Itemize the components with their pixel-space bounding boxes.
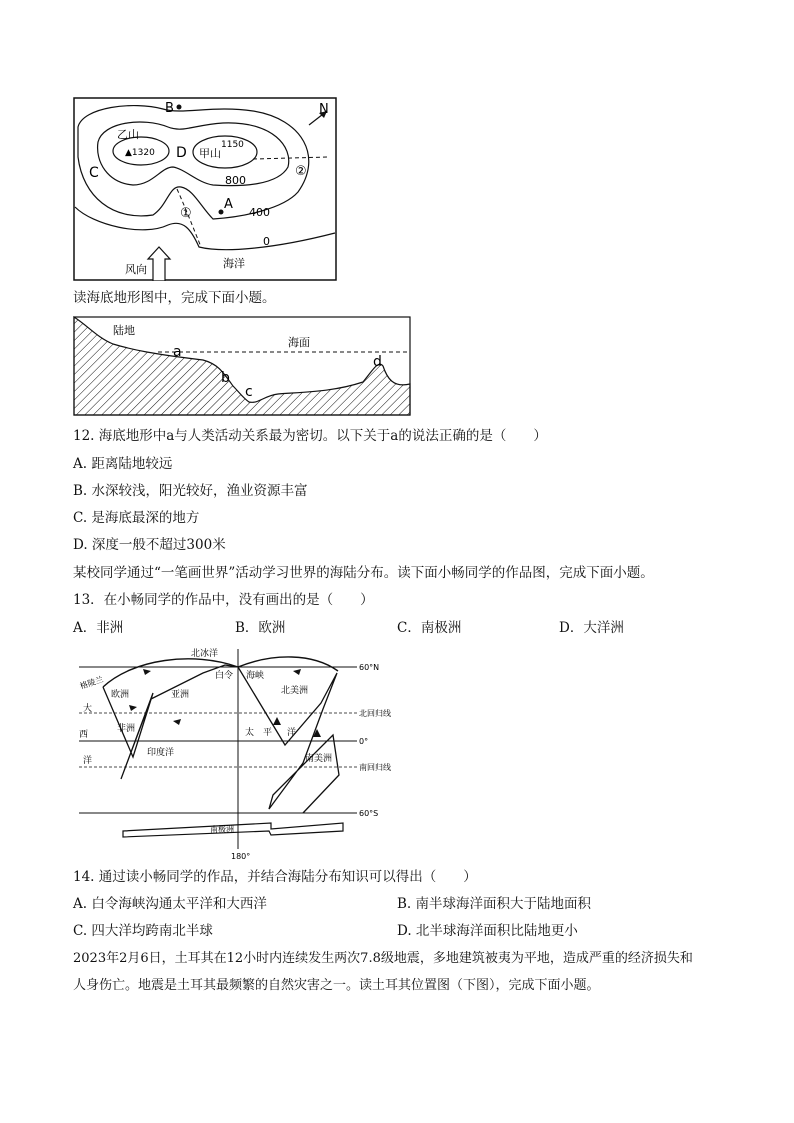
label-tropic-cancer: 北回归线 — [359, 709, 391, 718]
label-atlantic-1: 大 — [83, 704, 93, 714]
label-lat-60s: 60°S — [359, 809, 379, 818]
contour-map-figure — [73, 97, 337, 281]
north-icon: N — [319, 102, 329, 117]
label-atlantic-2: 西 — [79, 730, 89, 740]
label-tropic-capricorn: 南回归线 — [359, 763, 391, 772]
label-circle-1: ① — [180, 206, 192, 221]
q13-options-row — [73, 619, 713, 637]
label-pacific-2: 洋 — [287, 728, 297, 738]
q14-option-b[interactable]: B. 南半球海洋面积大于陆地面积 — [397, 896, 592, 912]
label-africa: 非洲 — [117, 724, 136, 734]
label-a-shelf: a — [173, 344, 182, 360]
world-one-stroke-figure — [73, 645, 393, 863]
label-b-slope: b — [221, 370, 230, 386]
q13-intro: 某校同学通过“一笔画世界”活动学习世界的海陆分布。读下面小畅同学的作品图，完成下面小题。 — [73, 565, 654, 581]
label-antarctica: 南极洲 — [210, 825, 234, 834]
figure-caption-seafloor: 读海底地形图中，完成下面小题。 — [73, 290, 276, 306]
label-lon-180: 180° — [231, 852, 251, 861]
label-atlantic-3: 洋 — [83, 756, 93, 766]
q14-option-a[interactable]: A. 白令海峡沟通太平洋和大西洋 — [73, 896, 267, 912]
q12-option-b[interactable]: B. 水深较浅，阳光较好，渔业资源丰富 — [73, 483, 308, 499]
label-contour-400: 400 — [249, 206, 270, 219]
label-asia: 亚洲 — [171, 690, 190, 700]
label-corner: 格陵兰 — [78, 674, 105, 691]
label-land: 陆地 — [113, 324, 135, 337]
label-jia-mountain: 甲山 — [199, 147, 221, 160]
turkey-intro-line-1: 2023年2月6日，土耳其在12小时内连续发生两次7.8级地震，多地建筑被夷为平地，造成严重的经济损失和 — [73, 951, 693, 966]
q12-option-c[interactable]: C. 是海底最深的地方 — [73, 510, 200, 526]
q13-option-d[interactable]: D．大洋洲 — [559, 620, 624, 636]
label-south-america: 南美洲 — [305, 754, 333, 764]
label-yi-elevation: ▲1320 — [125, 148, 155, 158]
q14-options-row-2 — [73, 922, 713, 940]
label-north-america: 北美洲 — [281, 686, 309, 696]
label-sea-surface: 海面 — [288, 336, 310, 349]
label-bering: 白令 — [215, 671, 234, 681]
label-c: C — [89, 165, 99, 181]
label-circle-2: ② — [295, 164, 307, 179]
label-d-ridge: d — [373, 354, 382, 370]
q14-options-row-1 — [73, 895, 713, 913]
turkey-intro-line-2: 人身伤亡。地震是土耳其最频繁的自然灾害之一。读土耳其位置图（下图），完成下面小题。 — [73, 978, 600, 993]
label-strait: 海峡 — [246, 671, 265, 681]
q13-option-a[interactable]: A．非洲 — [73, 620, 124, 636]
label-arctic-ocean: 北冰洋 — [191, 649, 219, 659]
label-pacific-1: 太 平 — [245, 728, 273, 738]
label-b: B — [165, 101, 174, 116]
q14-stem: 14. 通过读小畅同学的作品，并结合海陆分布知识可以得出（ ） — [73, 869, 477, 885]
label-lat-60n: 60°N — [359, 663, 380, 672]
q14-option-c[interactable]: C. 四大洋均跨南北半球 — [73, 923, 213, 939]
label-indian-ocean: 印度洋 — [147, 748, 175, 758]
label-europe: 欧洲 — [111, 690, 130, 700]
label-ocean: 海洋 — [223, 257, 245, 270]
q13-option-b[interactable]: B．欧洲 — [235, 620, 286, 636]
label-yi-mountain: 乙山 — [117, 128, 139, 141]
seafloor-profile-figure — [73, 316, 411, 416]
label-a-point: A — [224, 197, 233, 212]
label-contour-800: 800 — [225, 174, 246, 187]
q12-stem: 12. 海底地形中a与人类活动关系最为密切。以下关于a的说法正确的是（ ） — [73, 428, 547, 444]
q13-option-c[interactable]: C．南极洲 — [397, 620, 462, 636]
q12-option-a[interactable]: A. 距离陆地较远 — [73, 456, 173, 472]
q12-option-d[interactable]: D. 深度一般不超过300米 — [73, 537, 226, 553]
q14-option-d[interactable]: D. 北半球海洋面积比陆地更小 — [397, 923, 578, 939]
q13-stem: 13．在小畅同学的作品中，没有画出的是（ ） — [73, 592, 374, 608]
label-equator: 0° — [359, 737, 369, 746]
label-jia-elevation: 1150 — [221, 140, 244, 150]
label-c-basin: c — [245, 384, 253, 400]
label-contour-0: 0 — [263, 235, 270, 248]
label-wind: 风向 — [125, 263, 147, 276]
label-d: D — [176, 145, 187, 161]
